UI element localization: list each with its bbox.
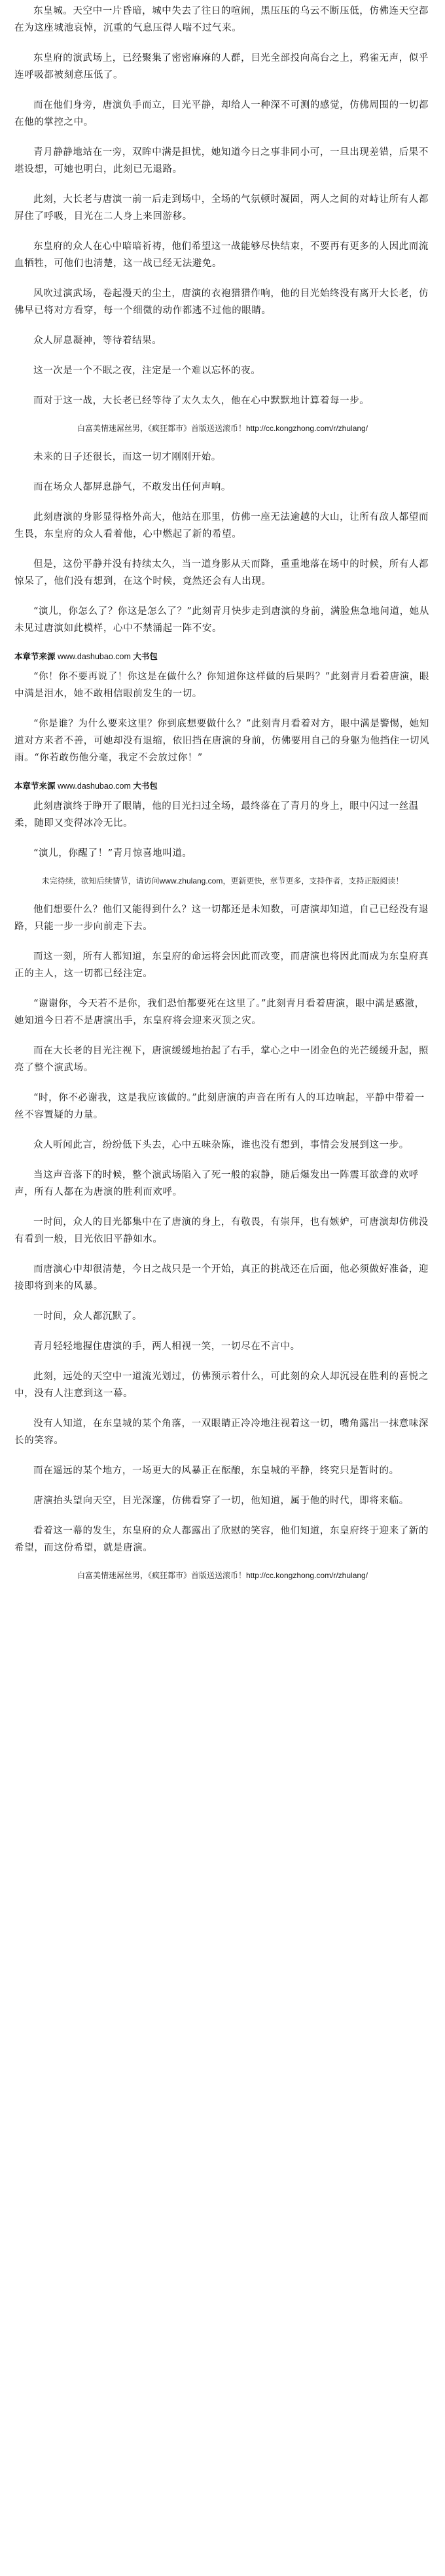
source-tail: 大书包 (133, 652, 158, 661)
text-paragraph: 此刻，大长老与唐演一前一后走到场中，全场的气氛顿时凝固，两人之间的对峙让所有人都屏住了呼吸，目光在二人身上来回游移。 (14, 194, 429, 222)
text-paragraph: 而唐演心中却很清楚，今日之战只是一个开始，真正的挑战还在后面，他必须做好准备，迎接即将到来的风暴。 (14, 1264, 429, 1292)
text-paragraph: 而在他们身旁，唐演负手而立，目光平静，却给人一种深不可测的感觉，仿佛周围的一切都在他的掌控之中。 (14, 100, 429, 128)
source-label: 本章节来源 (14, 781, 56, 791)
text-paragraph: 一时间，众人都沉默了。 (33, 1311, 143, 1322)
text-paragraph: 但是，这份平静并没有持续太久，当一道身影从天而降，重重地落在场中的时候，所有人都惊呆了，他们没有想到，在这个时候，竟然还会有人出现。 (14, 559, 429, 587)
source-site[interactable]: www.dashubao.com (58, 652, 131, 661)
ad-banner-bottom[interactable] (14, 1570, 431, 1581)
chapter-source-note (14, 780, 431, 791)
text-paragraph: “演儿，你怎么了？你这是怎么了？”此刻青月快步走到唐演的身前，满脸焦急地问道，她从未见过唐演如此模样，心中不禁涌起一阵不安。 (14, 606, 429, 634)
source-tail: 大书包 (133, 781, 158, 791)
text-paragraph: 东皇府的演武场上，已经聚集了密密麻麻的人群，目光全部投向高台之上，鸦雀无声，似乎连呼吸都被刻意压低了。 (14, 53, 429, 80)
text-paragraph: 而在大长老的目光注视下，唐演缓缓地抬起了右手，掌心之中一团金色的光芒缓缓升起，照亮了整个演武场。 (14, 1046, 429, 1073)
source-site[interactable]: www.dashubao.com (58, 781, 131, 791)
text-paragraph: 而在遥远的某个地方，一场更大的风暴正在酝酿，东皇城的平静，终究只是暂时的。 (33, 1466, 399, 1476)
ad-banner-top[interactable] (14, 422, 431, 434)
text-paragraph: 没有人知道，在东皇城的某个角落，一双眼睛正冷冷地注视着这一切，嘴角露出一抹意味深长的笑容。 (14, 1418, 429, 1446)
ad-link[interactable]: 白富美情迷屌丝男，《疯狂都市》首版送送滚币！http://cc.kongzhong.com/r/zhulang/ (77, 424, 368, 433)
text-paragraph: 唐演抬头望向天空，目光深邃，仿佛看穿了一切，他知道，属于他的时代，即将来临。 (33, 1496, 409, 1506)
text-paragraph: 此刻唐演的身影显得格外高大，他站在那里，仿佛一座无法逾越的大山，让所有敌人都望而生畏，东皇府的众人看着他，心中燃起了新的希望。 (14, 512, 429, 540)
dialogue-line: “演儿，你醒了！”青月惊喜地叫道。 (33, 848, 192, 859)
text-paragraph: 当这声音落下的时候，整个演武场陷入了死一般的寂静，随后爆发出一阵震耳欲聋的欢呼声，所有人都在为唐演的胜利而欢呼。 (14, 1170, 419, 1197)
text-paragraph: 此刻，远处的天空中一道流光划过，仿佛预示着什么，可此刻的众人却沉浸在胜利的喜悦之中，没有人注意到这一幕。 (14, 1371, 429, 1399)
ad-banner-mid[interactable] (14, 875, 431, 887)
chapter-source-note (14, 650, 431, 662)
text-paragraph: “你是谁？为什么要来这里？你到底想要做什么？”此刻青月看着对方，眼中满是警惕，她知道对方来者不善，可她却没有退缩，依旧挡在唐演的身前，仿佛要用自己的身躯为他挡住一切风雨。“你若敢伤他分毫，我定不会放过你！” (14, 719, 430, 763)
text-paragraph: 此刻唐演终于睁开了眼睛，他的目光扫过全场，最终落在了青月的身上，眼中闪过一丝温柔，随即又变得冰冷无比。 (14, 801, 419, 829)
text-paragraph: 东皇府的众人在心中暗暗祈祷，他们希望这一战能够尽快结束，不要再有更多的人因此而流血牺牲，可他们也清楚，这一战已经无法避免。 (14, 241, 429, 269)
text-paragraph: 未来的日子还很长，而这一切才刚刚开始。 (33, 452, 221, 462)
text-paragraph: “谢谢你，今天若不是你，我们恐怕都要死在这里了。”此刻青月看着唐演，眼中满是感激，她知道今日若不是唐演出手，东皇府将会迎来灭顶之灾。 (14, 999, 425, 1026)
text-paragraph: 风吹过演武场，卷起漫天的尘土，唐演的衣袍猎猎作响，他的目光始终没有离开大长老，仿佛早已将对方看穿，每一个细微的动作都逃不过他的眼睛。 (14, 288, 429, 316)
ad-link[interactable]: 未完待续，欲知后续情节，请访问www.zhulang.com，更新更快，章节更多，支持作者，支持正版阅读！ (41, 876, 404, 885)
text-paragraph: “你！你不要再说了！你这是在做什么？你知道你这样做的后果吗？”此刻青月看着唐演，眼中满是泪水，她不敢相信眼前发生的一切。 (14, 672, 429, 699)
text-paragraph: 青月静静地站在一旁，双眸中满是担忧，她知道今日之事非同小可，一旦出现差错，后果不堪设想，可她也明白，此刻已无退路。 (14, 147, 429, 175)
dialogue-line: 而对于这一战，大长老已经等待了太久太久，他在心中默默地计算着每一步。 (33, 396, 370, 406)
source-label: 本章节来源 (14, 652, 56, 661)
text-paragraph: 一时间，众人的目光都集中在了唐演的身上，有敬畏，有崇拜，也有嫉妒，可唐演却仿佛没有看到一般，目光依旧平静如水。 (14, 1217, 429, 1245)
text-paragraph: 青月轻轻地握住唐演的手，两人相视一笑，一切尽在不言中。 (33, 1341, 300, 1352)
dialogue-line: 这一次是一个不眠之夜，注定是一个难以忘怀的夜。 (33, 366, 261, 376)
ad-link[interactable]: 白富美情迷屌丝男，《疯狂都市》首版送送滚币！http://cc.kongzhong.com/r/zhulang/ (77, 1571, 368, 1580)
text-paragraph: “时，你不必谢我，这是我应该做的。”此刻唐演的声音在所有人的耳边响起，平静中带着一丝不容置疑的力量。 (14, 1093, 425, 1120)
text-paragraph: 众人听闻此言，纷纷低下头去，心中五味杂陈，谁也没有想到，事情会发展到这一步。 (33, 1140, 409, 1150)
text-paragraph: 他们想要什么？他们又能得到什么？这一切都还是未知数，可唐演却知道，自己已经没有退路，只能一步一步向前走下去。 (14, 904, 429, 932)
text-paragraph: 东皇城。天空中一片昏暗，城中失去了往日的喧闹，黑压压的乌云不断压低，仿佛连天空都在为这座城池哀悼，沉重的气息压得人喘不过气来。 (14, 6, 429, 33)
text-paragraph: 而这一刻，所有人都知道，东皇府的命运将会因此而改变，而唐演也将因此而成为东皇府真正的主人，这一切都已经注定。 (14, 952, 429, 979)
text-paragraph: 而在场众人都屏息静气，不敢发出任何声响。 (33, 482, 231, 492)
text-paragraph: 众人屏息凝神，等待着结果。 (33, 335, 162, 346)
text-paragraph: 看着这一幕的发生，东皇府的众人都露出了欣慰的笑容，他们知道，东皇府终于迎来了新的希望，而这份希望，就是唐演。 (14, 1526, 429, 1553)
